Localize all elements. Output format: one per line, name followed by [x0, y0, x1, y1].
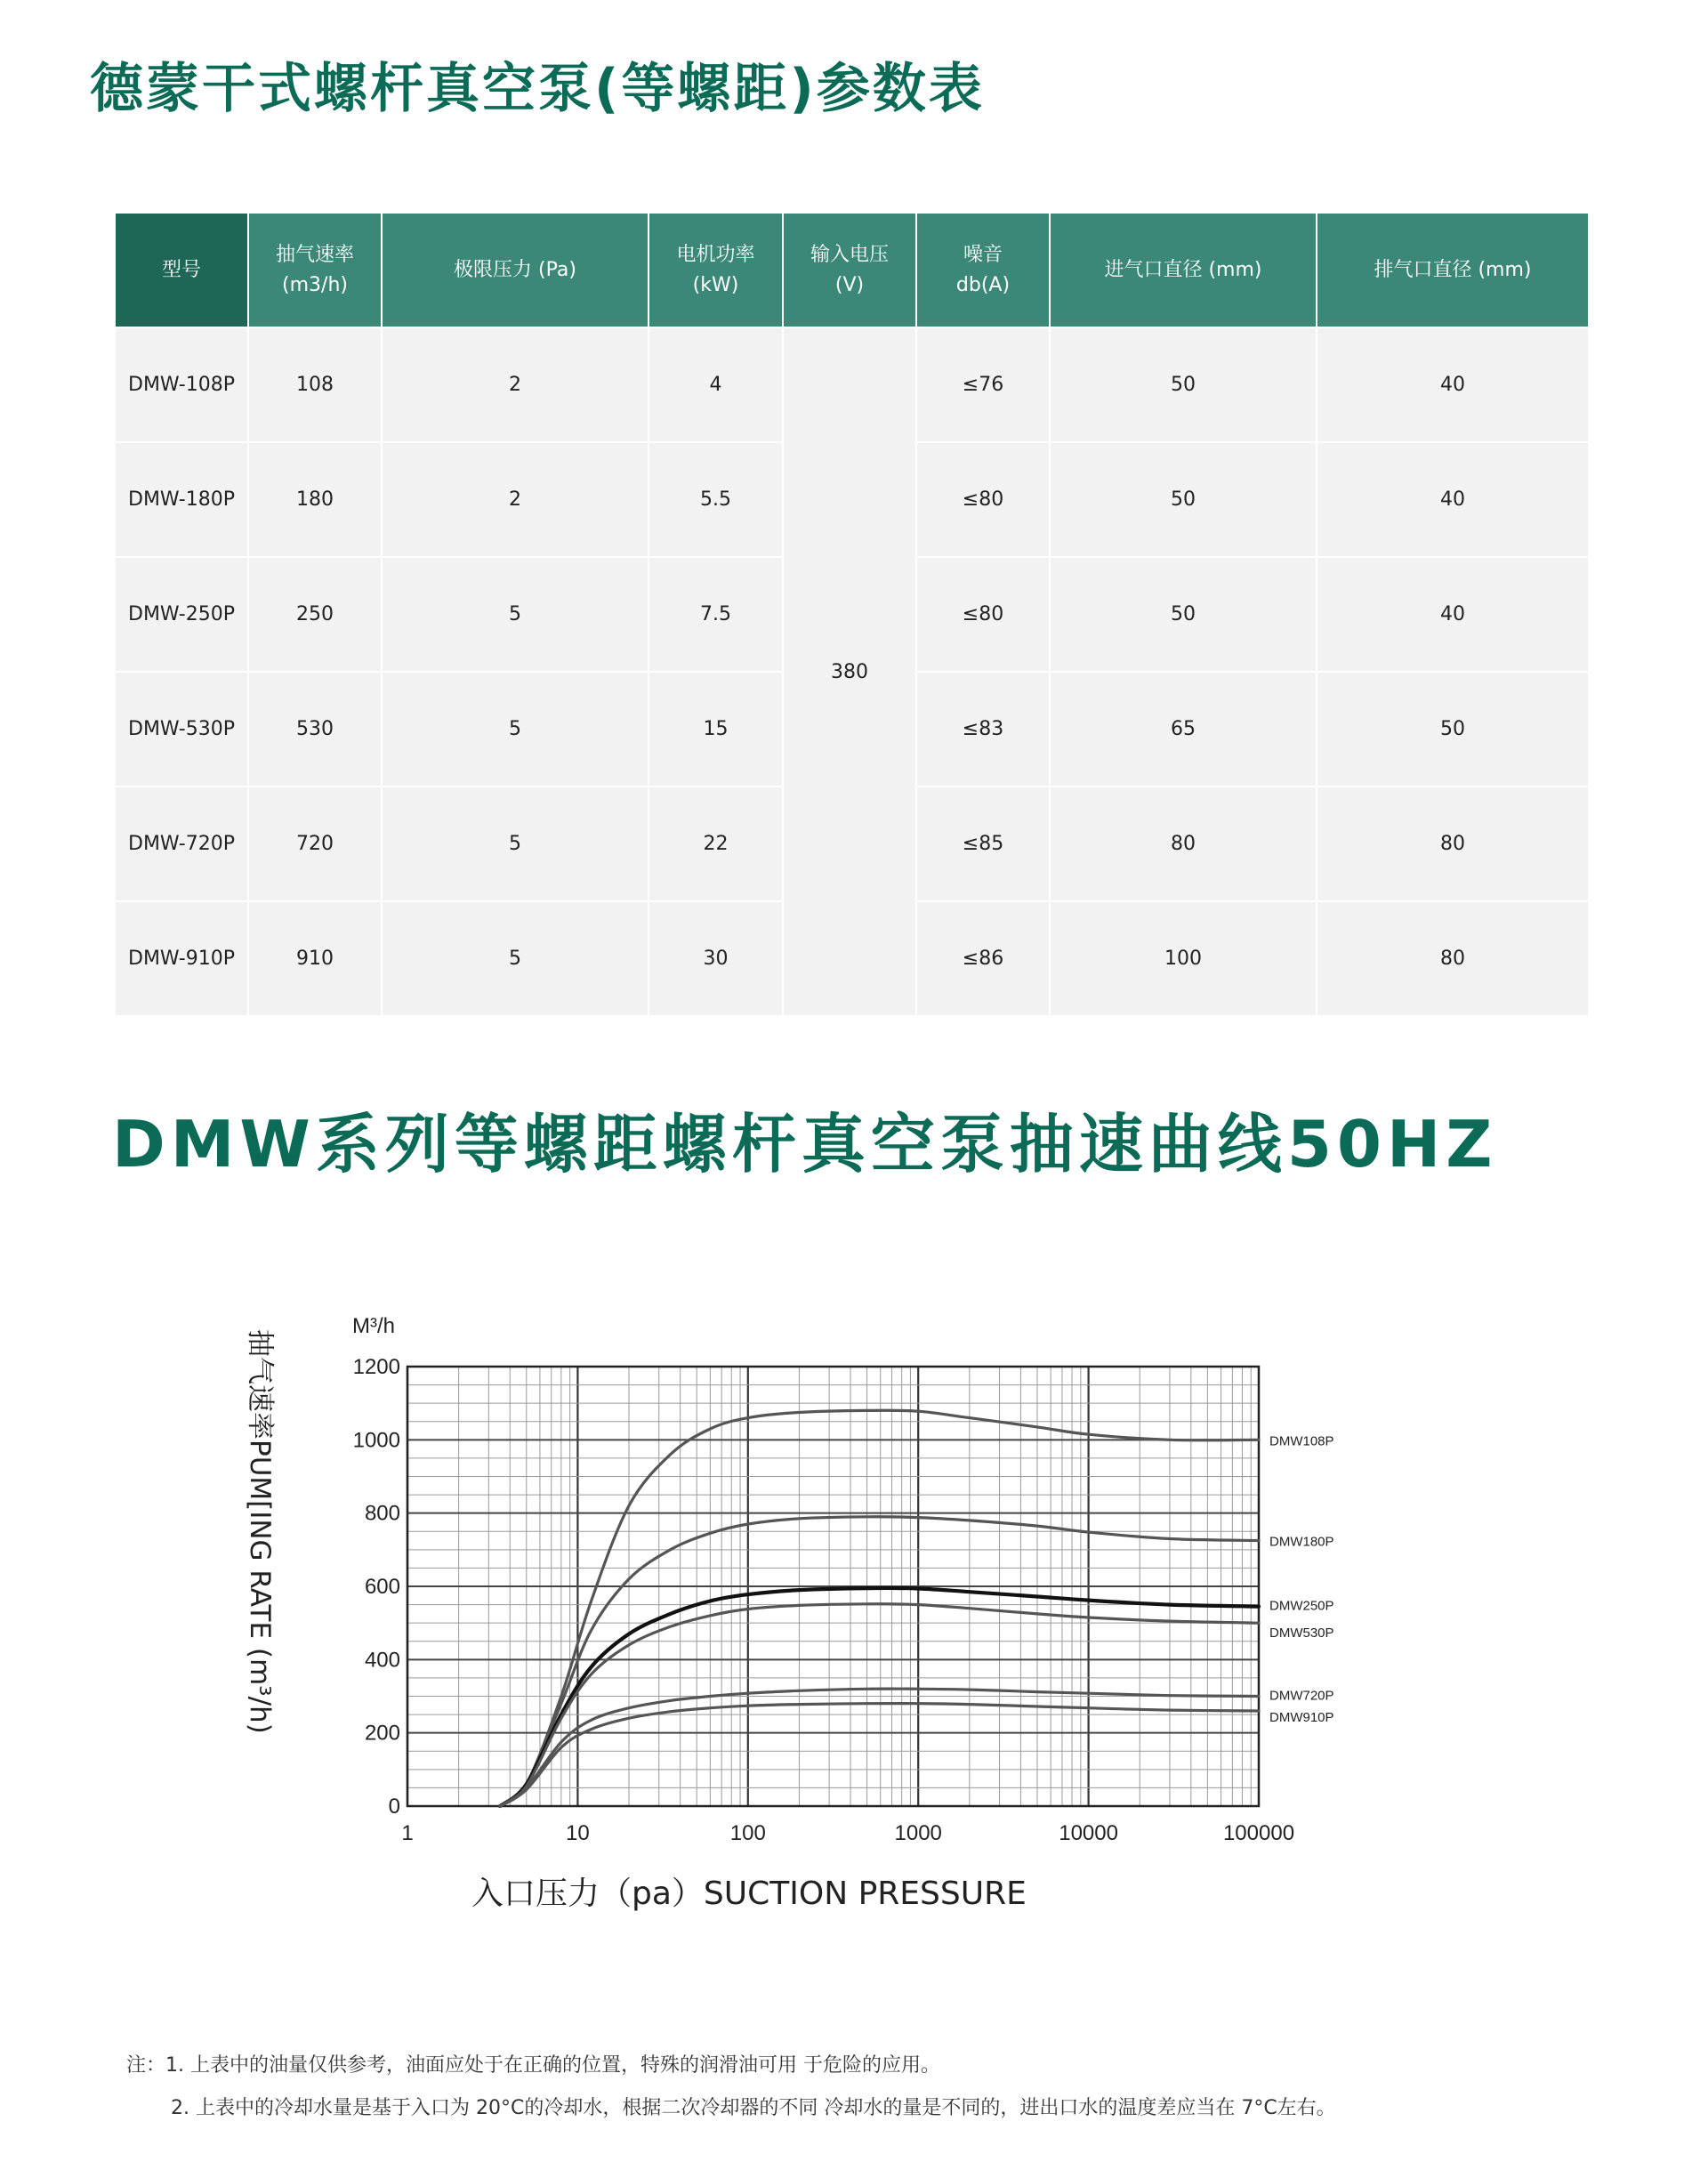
cell-outlet: 80: [1317, 901, 1589, 1016]
cell-outlet: 80: [1317, 787, 1589, 901]
cell-inlet: 50: [1050, 442, 1317, 557]
y-tick-label: 600: [364, 1575, 400, 1599]
y-tick-label: 400: [364, 1648, 400, 1673]
x-tick-label: 100000: [1222, 1821, 1295, 1845]
series-label: DMW250P: [1269, 1598, 1334, 1614]
chart-canvas: [0, 1281, 1708, 1957]
y-tick-label: 200: [364, 1721, 400, 1746]
cell-power: 22: [649, 787, 783, 901]
cell-pressure: 2: [382, 327, 649, 442]
page-title: 德蒙干式螺杆真空泵(等螺距)参数表: [90, 58, 985, 120]
cell-speed: 180: [248, 442, 382, 557]
cell-model: DMW-250P: [115, 557, 248, 672]
cell-model: DMW-180P: [115, 442, 248, 557]
cell-speed: 108: [248, 327, 382, 442]
cell-pressure: 5: [382, 557, 649, 672]
series-label: DMW108P: [1269, 1433, 1334, 1449]
cell-speed: 530: [248, 672, 382, 787]
x-tick-label: 10: [566, 1821, 590, 1845]
cell-power: 7.5: [649, 557, 783, 672]
cell-speed: 250: [248, 557, 382, 672]
cell-speed: 910: [248, 901, 382, 1016]
cell-inlet: 50: [1050, 327, 1317, 442]
cell-inlet: 50: [1050, 557, 1317, 672]
note-2: 2. 上表中的冷却水量是基于入口为 20°C的冷却水，根据二次冷却器的不同 冷却水的量是不同的，进出口水的温度差应当在 7°C左右。: [171, 2097, 1336, 2119]
notes: [126, 2045, 1336, 2130]
cell-model: DMW-720P: [115, 787, 248, 901]
series-label: DMW910P: [1269, 1709, 1334, 1725]
y-unit-label: M³/h: [352, 1314, 395, 1338]
cell-model: DMW-108P: [115, 327, 248, 442]
cell-noise: ≤80: [916, 557, 1050, 672]
cell-inlet: 80: [1050, 787, 1317, 901]
header-model: 型号: [115, 213, 248, 327]
cell-noise: ≤85: [916, 787, 1050, 901]
chart-title: DMW系列等螺距螺杆真空泵抽速曲线50HZ: [112, 1107, 1498, 1182]
header-noise: 噪音 db(A): [916, 213, 1050, 327]
cell-inlet: 100: [1050, 901, 1317, 1016]
cell-outlet: 40: [1317, 327, 1589, 442]
cell-pressure: 5: [382, 787, 649, 901]
x-tick-label: 100: [729, 1821, 766, 1845]
header-inlet-diameter: 进气口直径 (mm): [1050, 213, 1317, 327]
cell-power: 5.5: [649, 442, 783, 557]
series-label: DMW720P: [1269, 1688, 1334, 1704]
cell-power: 30: [649, 901, 783, 1016]
x-tick-label: 1: [401, 1821, 414, 1845]
cell-noise: ≤83: [916, 672, 1050, 787]
table-header-row: [115, 213, 1589, 327]
y-tick-label: 800: [364, 1501, 400, 1526]
header-voltage: 输入电压 (V): [783, 213, 916, 327]
cell-power: 15: [649, 672, 783, 787]
cell-model: DMW-530P: [115, 672, 248, 787]
series-label: DMW180P: [1269, 1534, 1334, 1550]
chart-grid: [407, 1367, 1259, 1806]
y-tick-label: 0: [388, 1795, 400, 1819]
cell-pressure: 2: [382, 442, 649, 557]
cell-noise: ≤76: [916, 327, 1050, 442]
cell-model: DMW-910P: [115, 901, 248, 1016]
y-axis-label: 抽气速率PUM[ING RATE (m³/h): [244, 1329, 276, 1734]
x-axis-label: 入口压力（pa）SUCTION PRESSURE: [471, 1876, 1027, 1912]
cell-speed: 720: [248, 787, 382, 901]
pumping-speed-chart: [0, 1281, 1708, 1957]
cell-pressure: 5: [382, 672, 649, 787]
cell-pressure: 5: [382, 901, 649, 1016]
cell-outlet: 40: [1317, 557, 1589, 672]
header-ultimate-pressure: 极限压力 (Pa): [382, 213, 649, 327]
header-pumping-speed: 抽气速率 (m3/h): [248, 213, 382, 327]
y-tick-label: 1000: [352, 1428, 400, 1453]
series-label: DMW530P: [1269, 1625, 1334, 1642]
cell-voltage: 380: [783, 327, 916, 1016]
cell-noise: ≤80: [916, 442, 1050, 557]
note-1: 注：1. 上表中的油量仅供参考，油面应处于在正确的位置，特殊的润滑油可用 于危险的应用。: [126, 2054, 940, 2077]
cell-inlet: 65: [1050, 672, 1317, 787]
cell-outlet: 40: [1317, 442, 1589, 557]
cell-noise: ≤86: [916, 901, 1050, 1016]
cell-power: 4: [649, 327, 783, 442]
x-tick-label: 1000: [894, 1821, 942, 1845]
spec-table: [114, 212, 1590, 1017]
y-tick-label: 1200: [352, 1355, 400, 1379]
header-outlet-diameter: 排气口直径 (mm): [1317, 213, 1589, 327]
table-row: [115, 327, 1589, 442]
cell-outlet: 50: [1317, 672, 1589, 787]
x-tick-label: 10000: [1059, 1821, 1118, 1845]
header-motor-power: 电机功率 (kW): [649, 213, 783, 327]
